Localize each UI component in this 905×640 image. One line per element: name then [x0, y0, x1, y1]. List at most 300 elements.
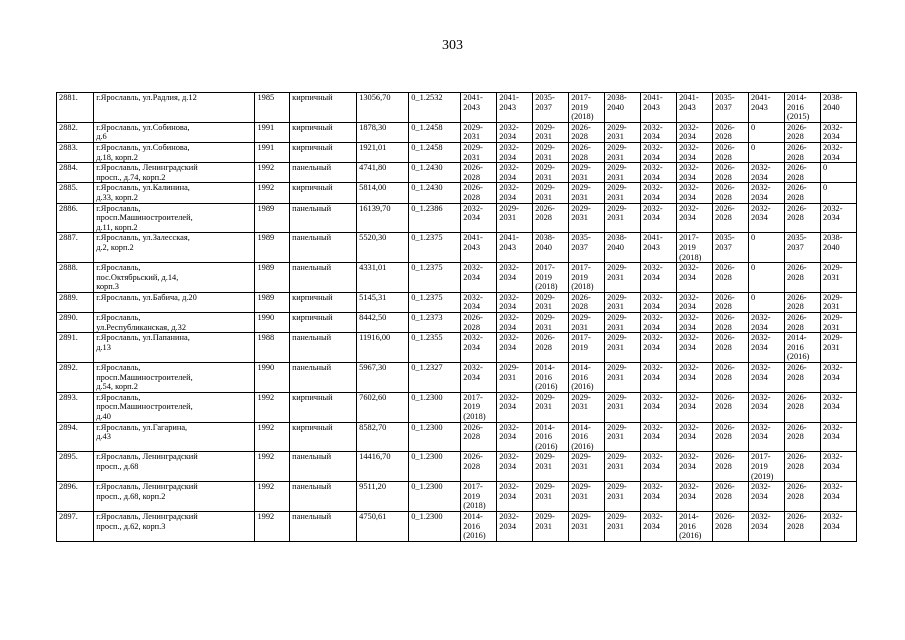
- period-cell-line: 2034: [463, 272, 481, 282]
- period-cell-line: 2014-: [535, 422, 555, 432]
- period-cell-line: 2034: [499, 461, 516, 471]
- period-cell: [497, 313, 533, 333]
- table-row: [57, 233, 857, 263]
- period-cell: [677, 263, 713, 293]
- period-cell: [785, 511, 821, 541]
- period-cell-line: 2041-: [679, 93, 699, 102]
- period-cell-line: 2029-: [607, 203, 627, 213]
- period-cell-line: 2032-: [643, 333, 663, 343]
- year-cell: 1990: [255, 313, 290, 333]
- period-cell-line: 2040: [535, 242, 552, 252]
- period-cell: [641, 203, 677, 233]
- address-cell-line: г.Ярославль, ул.Залесская,: [96, 233, 190, 243]
- period-cell: [605, 511, 641, 541]
- period-cell-line: 2035-: [715, 233, 735, 243]
- period-cell: [497, 183, 533, 203]
- address-cell-line: просп., д.62, корп.3: [96, 521, 166, 531]
- period-cell: [641, 122, 677, 142]
- year-cell: 1990: [255, 363, 290, 393]
- code-cell: 0_1.2300: [409, 422, 461, 452]
- material-cell: кирпичный: [290, 183, 357, 203]
- period-cell: [820, 333, 856, 363]
- period-cell: [820, 482, 856, 512]
- material-cell: кирпичный: [290, 93, 357, 123]
- period-cell-line: 2040: [607, 102, 624, 112]
- area-cell: 8442,50: [357, 313, 409, 333]
- period-cell: [749, 122, 785, 142]
- period-cell-line: 2034: [643, 491, 660, 501]
- period-cell-line: 2032-: [679, 203, 699, 213]
- period-cell-line: 2026-: [715, 292, 735, 302]
- period-cell-line: 2032-: [499, 142, 519, 152]
- period-cell-line: 2026-: [715, 163, 735, 173]
- period-cell-line: 2034: [822, 521, 840, 531]
- period-cell-line: 2026-: [787, 263, 807, 273]
- period-cell-line: 2026-: [787, 122, 807, 132]
- period-cell: [820, 292, 856, 312]
- period-cell-line: 2032-: [751, 511, 771, 521]
- year-cell: 1989: [255, 233, 290, 263]
- row-number: 2888.: [57, 263, 94, 293]
- code-cell: 0_1.2300: [409, 392, 461, 422]
- period-cell-line: 2032-: [679, 482, 699, 492]
- code-cell: 0_1.2532: [409, 93, 461, 123]
- year-cell: 1985: [255, 93, 290, 123]
- period-cell-line: 2034: [751, 342, 768, 352]
- period-cell: [820, 392, 856, 422]
- period-cell-line: 2029-: [535, 122, 555, 132]
- address-cell-line: г.Ярославль, ул.Радлия, д.12: [96, 93, 197, 102]
- period-cell-line: 2034: [679, 172, 696, 182]
- period-cell-line: 2038-: [822, 233, 843, 243]
- period-cell: [461, 263, 497, 293]
- period-cell-line: 2032-: [751, 163, 771, 173]
- table-body: [57, 93, 857, 542]
- period-cell-line: 2034: [679, 461, 696, 471]
- period-cell-line: 2040: [607, 242, 624, 252]
- period-cell-line: 2031: [571, 491, 588, 501]
- period-cell-line: 2034: [751, 213, 768, 223]
- period-cell: [749, 93, 785, 123]
- period-cell: [820, 422, 856, 452]
- period-cell: [533, 93, 569, 123]
- period-cell: [820, 183, 856, 203]
- period-cell-line: 2043: [499, 242, 516, 252]
- period-cell: [533, 482, 569, 512]
- period-cell-line: 2038-: [607, 93, 627, 102]
- period-cell: [641, 482, 677, 512]
- area-cell: 5520,30: [357, 233, 409, 263]
- period-cell-line: 2028: [787, 172, 804, 182]
- period-cell-line: 2031: [499, 213, 516, 223]
- address-cell: [94, 122, 255, 142]
- period-cell-line: 2032-: [822, 142, 843, 152]
- address-cell-line: д.11, корп.2: [96, 222, 138, 232]
- year-cell: 1989: [255, 263, 290, 293]
- period-cell: [605, 482, 641, 512]
- period-cell-line: 2034: [499, 402, 516, 412]
- period-cell-line: 2029-: [822, 333, 843, 343]
- code-cell: 0_1.2300: [409, 511, 461, 541]
- period-cell-line: 2034: [751, 521, 768, 531]
- period-cell: [497, 452, 533, 482]
- period-cell: [677, 183, 713, 203]
- period-cell-line: 2029-: [463, 142, 483, 152]
- period-cell-line: 2032-: [679, 313, 699, 323]
- period-cell: [749, 142, 785, 162]
- period-cell: [533, 203, 569, 233]
- material-cell: панельный: [290, 363, 357, 393]
- period-cell-line: 2032-: [751, 333, 771, 343]
- address-cell-line: пос.Октябрьский, д.14,: [96, 272, 179, 282]
- period-cell-line: 2031: [571, 192, 588, 202]
- period-cell-line: 2028: [715, 172, 732, 182]
- period-cell-line: 2032-: [679, 292, 699, 302]
- period-cell: [533, 183, 569, 203]
- housing-registry-table: [56, 92, 857, 542]
- period-cell-line: 2029-: [607, 333, 627, 343]
- period-cell-line: 2032-: [499, 333, 519, 343]
- year-cell: 1992: [255, 392, 290, 422]
- period-cell-line: 2028: [715, 342, 732, 352]
- address-cell-line: просп.Машиностроителей,: [96, 213, 193, 223]
- period-cell-line: 2034: [499, 432, 516, 442]
- address-cell: [94, 93, 255, 123]
- period-cell: [461, 482, 497, 512]
- period-cell-line: 2029-: [571, 163, 591, 173]
- period-cell-line: 2026-: [787, 183, 807, 193]
- material-cell: панельный: [290, 482, 357, 512]
- period-cell: [641, 233, 677, 263]
- period-cell-line: 2029-: [607, 363, 627, 373]
- period-cell-line: (2016): [571, 382, 594, 392]
- period-cell-line: 2026-: [463, 422, 483, 432]
- period-cell-line: 2034: [499, 192, 516, 202]
- period-cell-line: (2018): [463, 501, 486, 511]
- period-cell-line: 2031: [571, 461, 588, 471]
- period-cell-line: 2028: [787, 322, 804, 332]
- period-cell-line: 2034: [499, 491, 516, 501]
- period-cell: [641, 511, 677, 541]
- period-cell: [641, 263, 677, 293]
- period-cell: [785, 363, 821, 393]
- period-cell-line: 2031: [535, 132, 552, 142]
- period-cell-line: 2034: [643, 322, 660, 332]
- period-cell: [605, 93, 641, 123]
- table-row: [57, 93, 857, 123]
- period-cell-line: 2034: [679, 372, 696, 382]
- period-cell: [785, 203, 821, 233]
- period-cell: [569, 292, 605, 312]
- period-cell-line: 2028: [715, 302, 732, 312]
- period-cell-line: 2037: [535, 102, 552, 112]
- period-cell-line: 2028: [715, 132, 732, 142]
- period-cell: [461, 422, 497, 452]
- period-cell-line: 2034: [679, 213, 696, 223]
- period-cell-line: 2032-: [463, 263, 483, 273]
- period-cell-line: 2029-: [607, 122, 627, 132]
- table-row: [57, 183, 857, 203]
- period-cell: [497, 292, 533, 312]
- period-cell: [820, 142, 856, 162]
- period-cell-line: 2032-: [751, 392, 771, 402]
- period-cell: [677, 482, 713, 512]
- period-cell: [497, 93, 533, 123]
- period-cell: [713, 233, 749, 263]
- period-cell: [461, 163, 497, 183]
- period-cell-line: 2032-: [463, 333, 483, 343]
- period-cell: [749, 452, 785, 482]
- period-cell-line: 2034: [751, 172, 768, 182]
- period-cell-line: 2032-: [499, 482, 519, 492]
- period-cell: [677, 163, 713, 183]
- period-cell: [533, 392, 569, 422]
- period-cell: [569, 142, 605, 162]
- period-cell-line: 2029-: [607, 482, 627, 492]
- period-cell: [461, 93, 497, 123]
- period-cell: [497, 422, 533, 452]
- period-cell-line: 2029-: [535, 392, 555, 402]
- period-cell-line: 2041-: [499, 233, 519, 243]
- period-cell-line: 2034: [679, 402, 696, 412]
- period-cell: [461, 233, 497, 263]
- period-cell-line: 2026-: [787, 292, 807, 302]
- period-cell-line: 2026-: [715, 183, 735, 193]
- period-cell: [749, 263, 785, 293]
- period-cell: [605, 122, 641, 142]
- period-cell-line: 2031: [499, 372, 516, 382]
- row-number: 2885.: [57, 183, 94, 203]
- period-cell-line: 2028: [571, 132, 588, 142]
- address-cell-line: г.Ярославль,: [96, 313, 141, 323]
- period-cell: [569, 452, 605, 482]
- period-cell-line: (2018): [679, 252, 702, 262]
- period-cell-line: 2031: [535, 402, 552, 412]
- period-cell-line: 2026-: [787, 482, 807, 492]
- period-cell-line: 2031: [535, 461, 552, 471]
- address-cell-line: г.Ярославль,: [96, 363, 141, 373]
- period-cell-line: 2031: [822, 302, 840, 312]
- row-number: 2893.: [57, 392, 94, 422]
- period-cell-line: 2026-: [715, 142, 735, 152]
- area-cell: 16139,70: [357, 203, 409, 233]
- period-cell: [533, 263, 569, 293]
- area-cell: 1878,30: [357, 122, 409, 142]
- period-cell-line: 2034: [751, 491, 768, 501]
- period-cell-line: 2028: [715, 461, 732, 471]
- period-cell-line: 2031: [607, 132, 624, 142]
- period-cell-line: 2014-: [463, 511, 483, 521]
- period-cell-line: 2034: [643, 342, 660, 352]
- address-cell: [94, 292, 255, 312]
- code-cell: 0_1.2373: [409, 313, 461, 333]
- period-cell-line: 2034: [822, 372, 840, 382]
- row-number: 2894.: [57, 422, 94, 452]
- period-cell: [497, 163, 533, 183]
- address-cell-line: д.6: [96, 132, 107, 142]
- period-cell: [533, 142, 569, 162]
- period-cell-line: 2034: [643, 372, 660, 382]
- material-cell: панельный: [290, 163, 357, 183]
- period-cell: [677, 93, 713, 123]
- period-cell-line: (2016): [679, 531, 702, 541]
- period-cell-line: 2026-: [715, 392, 735, 402]
- period-cell: [569, 93, 605, 123]
- material-cell: кирпичный: [290, 422, 357, 452]
- period-cell-line: 2029-: [822, 313, 843, 323]
- period-cell: [749, 363, 785, 393]
- period-cell: [785, 482, 821, 512]
- period-cell: [749, 422, 785, 452]
- code-cell: 0_1.2327: [409, 363, 461, 393]
- period-cell-line: 2029-: [535, 163, 555, 173]
- row-number: 2889.: [57, 292, 94, 312]
- address-cell: [94, 511, 255, 541]
- year-cell: 1989: [255, 292, 290, 312]
- period-cell: [713, 333, 749, 363]
- period-cell-line: 2029-: [535, 482, 555, 492]
- period-cell-line: 2035-: [715, 93, 735, 102]
- period-cell: [713, 313, 749, 333]
- period-cell-line: 2026-: [571, 122, 591, 132]
- period-cell-line: 2028: [715, 402, 732, 412]
- address-cell: [94, 392, 255, 422]
- address-cell: [94, 452, 255, 482]
- period-cell-line: 2029-: [607, 392, 627, 402]
- period-cell: [749, 292, 785, 312]
- period-cell-line: 2014-: [787, 93, 807, 102]
- period-cell-line: 2032-: [751, 183, 771, 193]
- area-cell: 5814,00: [357, 183, 409, 203]
- area-cell: 8582,70: [357, 422, 409, 452]
- period-cell-line: 2032-: [679, 263, 699, 273]
- area-cell: 1921,01: [357, 142, 409, 162]
- address-cell-line: г.Ярославль,: [96, 392, 141, 402]
- period-cell-line: 2019: [571, 102, 588, 112]
- period-cell-line: 2032-: [822, 363, 843, 373]
- period-cell-line: 2034: [822, 213, 840, 223]
- period-cell: [533, 122, 569, 142]
- code-cell: 0_1.2430: [409, 183, 461, 203]
- period-cell-line: 2034: [822, 432, 840, 442]
- period-cell: [641, 292, 677, 312]
- period-cell: [641, 142, 677, 162]
- period-cell-line: 2029-: [607, 292, 627, 302]
- period-cell: [605, 333, 641, 363]
- period-cell-line: 2032-: [643, 122, 663, 132]
- period-cell-line: 2043: [499, 102, 516, 112]
- period-cell-line: 2031: [607, 172, 624, 182]
- period-cell: [569, 482, 605, 512]
- period-cell-line: 2026-: [463, 313, 483, 323]
- period-cell-line: 0: [751, 233, 756, 243]
- period-cell: [461, 122, 497, 142]
- period-cell: [749, 392, 785, 422]
- period-cell: [749, 163, 785, 183]
- period-cell-line: 2026-: [787, 163, 807, 173]
- period-cell: [569, 163, 605, 183]
- address-cell: [94, 482, 255, 512]
- period-cell-line: 2031: [607, 402, 624, 412]
- period-cell-line: 2032-: [751, 313, 771, 323]
- period-cell-line: 2032-: [822, 482, 843, 492]
- period-cell-line: 2034: [751, 322, 768, 332]
- period-cell: [677, 511, 713, 541]
- period-cell-line: 2032-: [499, 122, 519, 132]
- period-cell: [497, 511, 533, 541]
- period-cell-line: 2026-: [535, 203, 555, 213]
- period-cell: [605, 452, 641, 482]
- period-cell-line: 2043: [751, 102, 768, 112]
- material-cell: кирпичный: [290, 292, 357, 312]
- address-cell-line: д.18, корп.2: [96, 152, 138, 162]
- period-cell-line: 2034: [679, 302, 696, 312]
- period-cell-line: 2043: [643, 102, 660, 112]
- period-cell: [677, 363, 713, 393]
- table-row: [57, 392, 857, 422]
- period-cell-line: 2032-: [679, 452, 699, 462]
- period-cell-line: (2015): [787, 112, 810, 122]
- period-cell: [785, 292, 821, 312]
- period-cell-line: 2017-: [463, 392, 483, 402]
- period-cell-line: 2032-: [643, 263, 663, 273]
- address-cell-line: просп., д.68, корп.2: [96, 491, 166, 501]
- period-cell: [713, 203, 749, 233]
- period-cell-line: 2031: [822, 342, 840, 352]
- period-cell-line: 2034: [499, 322, 516, 332]
- material-cell: кирпичный: [290, 313, 357, 333]
- period-cell: [533, 511, 569, 541]
- row-number: 2887.: [57, 233, 94, 263]
- period-cell-line: 2026-: [787, 511, 807, 521]
- address-cell-line: г.Ярославль, ул.Папанина,: [96, 333, 190, 343]
- period-cell-line: 2028: [715, 213, 732, 223]
- period-cell: [749, 511, 785, 541]
- period-cell: [785, 452, 821, 482]
- period-cell-line: 2041-: [499, 93, 519, 102]
- period-cell-line: 2026-: [535, 333, 555, 343]
- period-cell: [820, 363, 856, 393]
- period-cell-line: 2017-: [535, 263, 555, 273]
- address-cell-line: г.Ярославль, ул.Бабича, д.20: [96, 292, 197, 302]
- period-cell-line: 2037: [571, 242, 588, 252]
- period-cell: [461, 363, 497, 393]
- period-cell-line: 2034: [822, 402, 840, 412]
- address-cell-line: г.Ярославль, ул.Гагарина,: [96, 422, 188, 432]
- table-row: [57, 203, 857, 233]
- period-cell: [461, 392, 497, 422]
- table-row: [57, 363, 857, 393]
- period-cell-line: (2018): [571, 282, 594, 292]
- year-cell: 1992: [255, 422, 290, 452]
- period-cell-line: 2034: [679, 132, 696, 142]
- period-cell: [533, 233, 569, 263]
- address-cell-line: г.Ярославль, ул.Калинина,: [96, 183, 190, 193]
- period-cell-line: 2032-: [679, 392, 699, 402]
- period-cell-line: 2034: [643, 172, 660, 182]
- period-cell: [677, 292, 713, 312]
- period-cell-line: 2034: [463, 342, 481, 352]
- period-cell: [785, 233, 821, 263]
- period-cell: [713, 392, 749, 422]
- period-cell-line: 2028: [715, 521, 732, 531]
- period-cell-line: 2034: [822, 491, 840, 501]
- period-cell: [641, 163, 677, 183]
- period-cell-line: 2040: [822, 102, 840, 112]
- period-cell: [713, 422, 749, 452]
- address-cell: [94, 233, 255, 263]
- period-cell-line: 2034: [499, 521, 516, 531]
